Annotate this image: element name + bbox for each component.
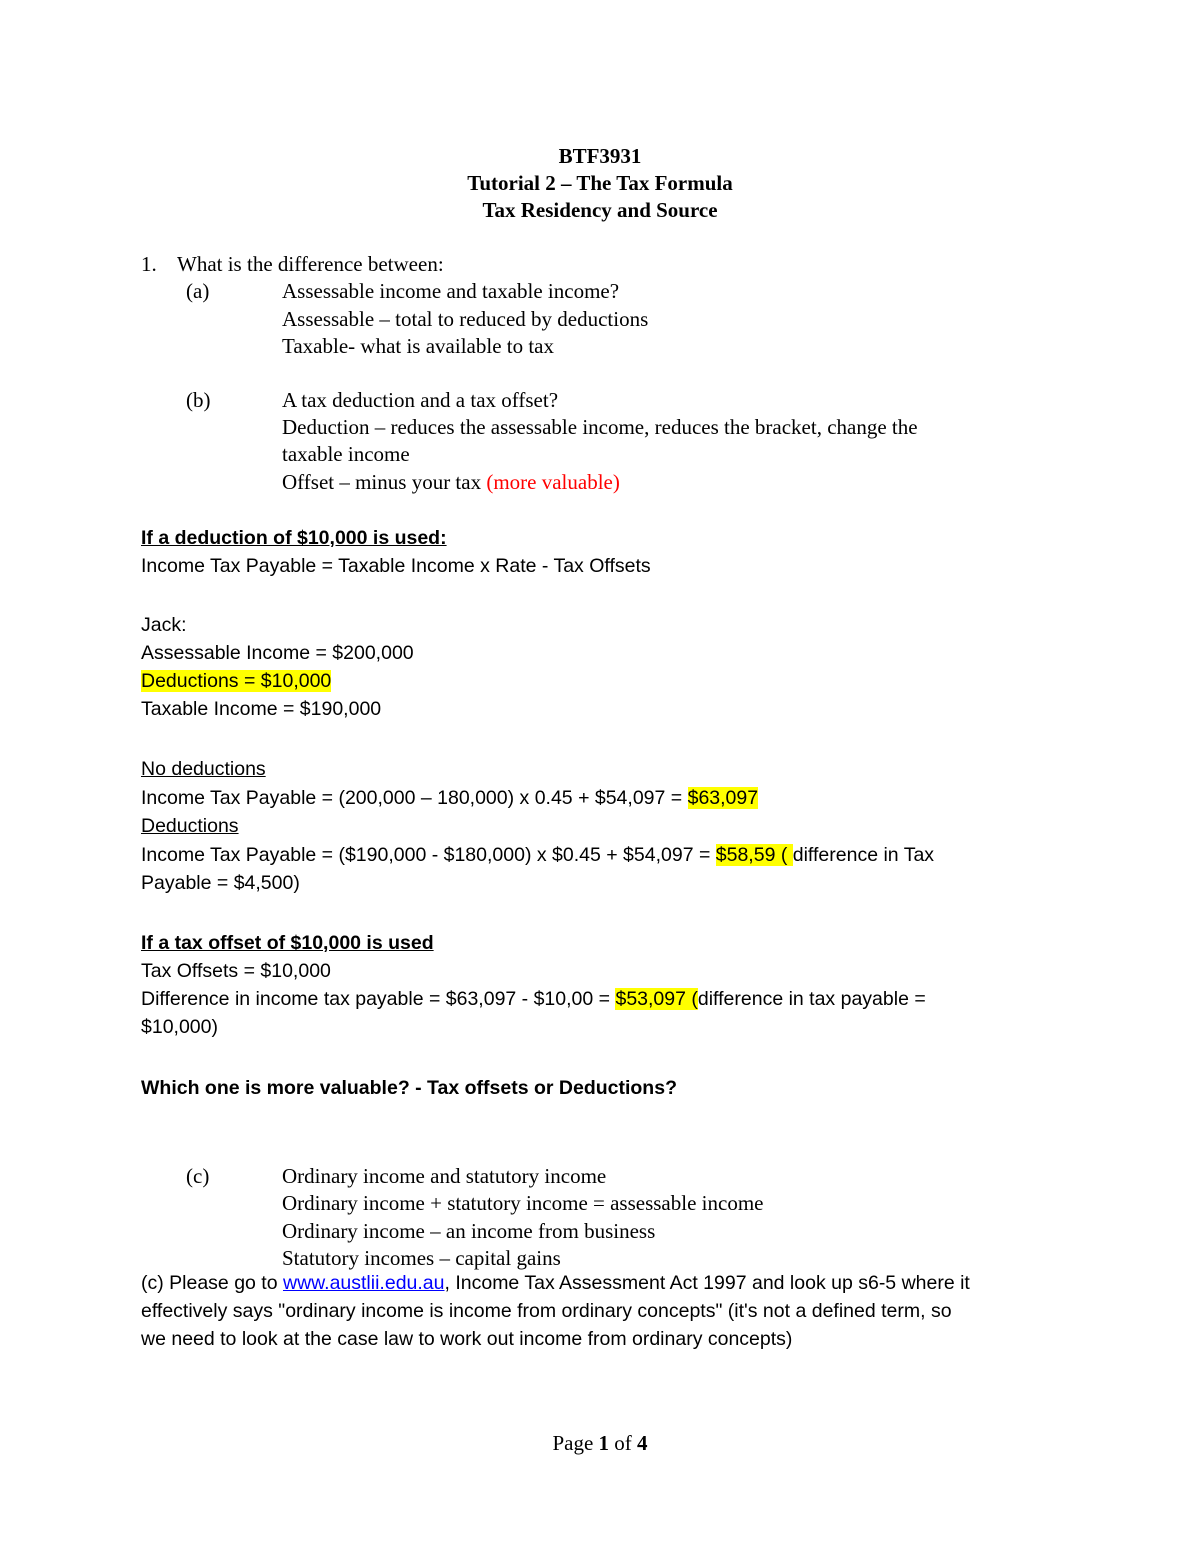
no-deductions-result: $63,097 [687, 787, 759, 809]
part-c-label: (c) [186, 1164, 210, 1188]
offset-heading: If a tax offset of $10,000 is used [141, 932, 434, 954]
deductions-calc [141, 846, 934, 866]
part-c-line1: Ordinary income + statutory income = assessable income [282, 1191, 764, 1215]
deductions-suffix: difference in Tax [792, 844, 935, 866]
note-line1 [141, 1274, 970, 1294]
page-number: 1 [598, 1431, 610, 1455]
deductions-label: Deductions [141, 815, 239, 837]
note-line2: effectively says "ordinary income is income from ordinary concepts" (it's not a defined term, so [141, 1300, 952, 1322]
part-a-line1: Assessable – total to reduced by deductions [282, 307, 649, 331]
part-c-title: Ordinary income and statutory income [282, 1164, 607, 1188]
no-deductions-calc [141, 789, 758, 809]
deductions-highlight: Deductions = $10,000 [141, 670, 332, 692]
part-b-line2: taxable income [282, 442, 410, 466]
no-deductions-label: No deductions [141, 758, 266, 780]
deductions-amount [141, 672, 331, 692]
person-name: Jack: [141, 614, 187, 636]
note-suffix: , Income Tax Assessment Act 1997 and look up s6-5 where it [444, 1272, 970, 1294]
part-b-label: (b) [186, 388, 211, 412]
part-b-line1: Deduction – reduces the assessable income, reduces the bracket, change the [282, 415, 918, 439]
page-footer [0, 1433, 1200, 1454]
difference-formula: Difference in income tax payable = $63,097 - $10,00 = [141, 988, 616, 1010]
taxable-income: Taxable Income = $190,000 [141, 698, 382, 720]
deductions-formula: Income Tax Payable = ($190,000 - $180,000) x $0.45 + $54,097 = [141, 844, 716, 866]
part-a-label: (a) [186, 279, 210, 303]
tutorial-subtitle: Tax Residency and Source [482, 198, 718, 222]
of-word: of [609, 1431, 638, 1455]
assessable-income: Assessable Income = $200,000 [141, 642, 414, 664]
difference-calc [141, 990, 926, 1010]
tutorial-title: Tutorial 2 – The Tax Formula [467, 171, 733, 195]
no-deductions-formula: Income Tax Payable = (200,000 – 180,000) x 0.45 + $54,097 = [141, 787, 688, 809]
deduction-heading: If a deduction of $10,000 is used: [141, 527, 447, 549]
tax-formula: Income Tax Payable = Taxable Income x Rate - Tax Offsets [141, 555, 651, 577]
note-prefix: (c) Please go to [141, 1272, 283, 1294]
part-b-line3 [282, 472, 620, 493]
tax-offsets: Tax Offsets = $10,000 [141, 960, 331, 982]
course-code: BTF3931 [558, 144, 642, 168]
part-a-line2: Taxable- what is available to tax [282, 334, 555, 358]
deductions-result: $58,59 ( [715, 844, 793, 866]
difference-result: $53,097 ( [615, 988, 698, 1010]
more-valuable-note: (more valuable) [486, 470, 620, 494]
valuable-question: Which one is more valuable? - Tax offsets or Deductions? [141, 1077, 677, 1099]
question-number: 1. [141, 252, 157, 276]
difference-line2: $10,000) [141, 1016, 218, 1038]
deductions-line2: Payable = $4,500) [141, 872, 300, 894]
part-b-title: A tax deduction and a tax offset? [282, 388, 559, 412]
difference-suffix: difference in tax payable = [697, 988, 926, 1010]
austlii-link[interactable]: www.austlii.edu.au [282, 1272, 445, 1294]
part-c-line3: Statutory incomes – capital gains [282, 1246, 561, 1270]
question-text: What is the difference between: [177, 252, 444, 276]
part-c-line2: Ordinary income – an income from business [282, 1219, 656, 1243]
note-line3: we need to look at the case law to work out income from ordinary concepts) [141, 1328, 793, 1350]
page-total: 4 [637, 1431, 648, 1455]
offset-text: Offset – minus your tax [282, 470, 487, 494]
part-a-title: Assessable income and taxable income? [282, 279, 620, 303]
page-word: Page [552, 1431, 599, 1455]
